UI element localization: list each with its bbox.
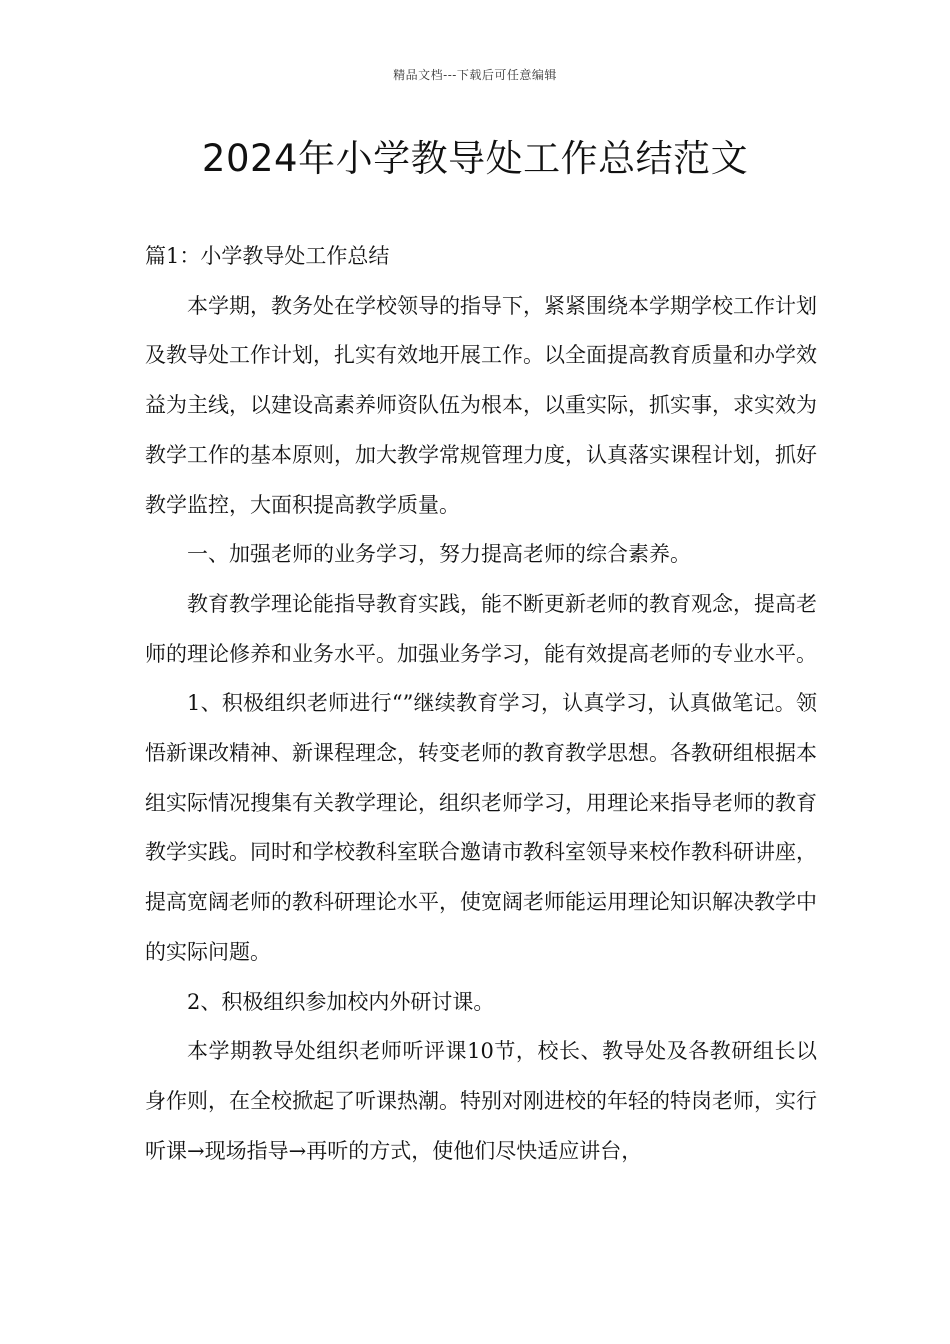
- document-body: [145, 232, 817, 1176]
- document-title: 2024年小学教导处工作总结范文: [201, 137, 749, 180]
- paragraph-theory: 教育教学理论能指导教育实践，能不断更新老师的教育观念，提高老师的理论修养和业务水平。加强业务学习，能有效提高老师的专业水平。: [145, 591, 817, 666]
- paragraph-lessons: 本学期教导处组织老师听评课10节，校长、教导处及各教研组长以身作则，在全校掀起了听课热潮。特别对刚进校的年轻的特岗老师，实行听课→现场指导→再听的方式，使他们尽快适应讲台，: [145, 1039, 817, 1163]
- paragraph-intro: 本学期，教务处在学校领导的指导下，紧紧围绕本学期学校工作计划及教导处工作计划，扎实有效地开展工作。以全面提高教育质量和办学效益为主线，以建设高素养师资队伍为根本，以重实际，抓实事，求实效为教学工作的基本原则，加大教学常规管理力度，认真落实课程计划，抓好教学监控，大面积提高教学质量。: [145, 293, 817, 517]
- paragraph-heading-1: 一、加强老师的业务学习，努力提高老师的综合素养。: [187, 542, 691, 567]
- paragraph-item-2: 2、积极组织参加校内外研讨课。: [187, 989, 495, 1014]
- section-heading: 篇1：小学教导处工作总结: [145, 244, 390, 268]
- page-header: 精品文档---下载后可任意编辑: [393, 68, 557, 82]
- paragraph-item-1: 1、积极组织老师进行“”继续教育学习，认真学习，认真做笔记。领悟新课改精神、新课程理念，转变老师的教育教学思想。各教研组根据本组实际情况搜集有关教学理论，组织老师学习，用理论来指导老师的教育教学实践。同时和学校教科室联合邀请市教科室领导来校作教科研讲座，提高宽阔老师的教科研理论水平，使宽阔老师能运用理论知识解决教学中的实际问题。: [145, 691, 817, 964]
